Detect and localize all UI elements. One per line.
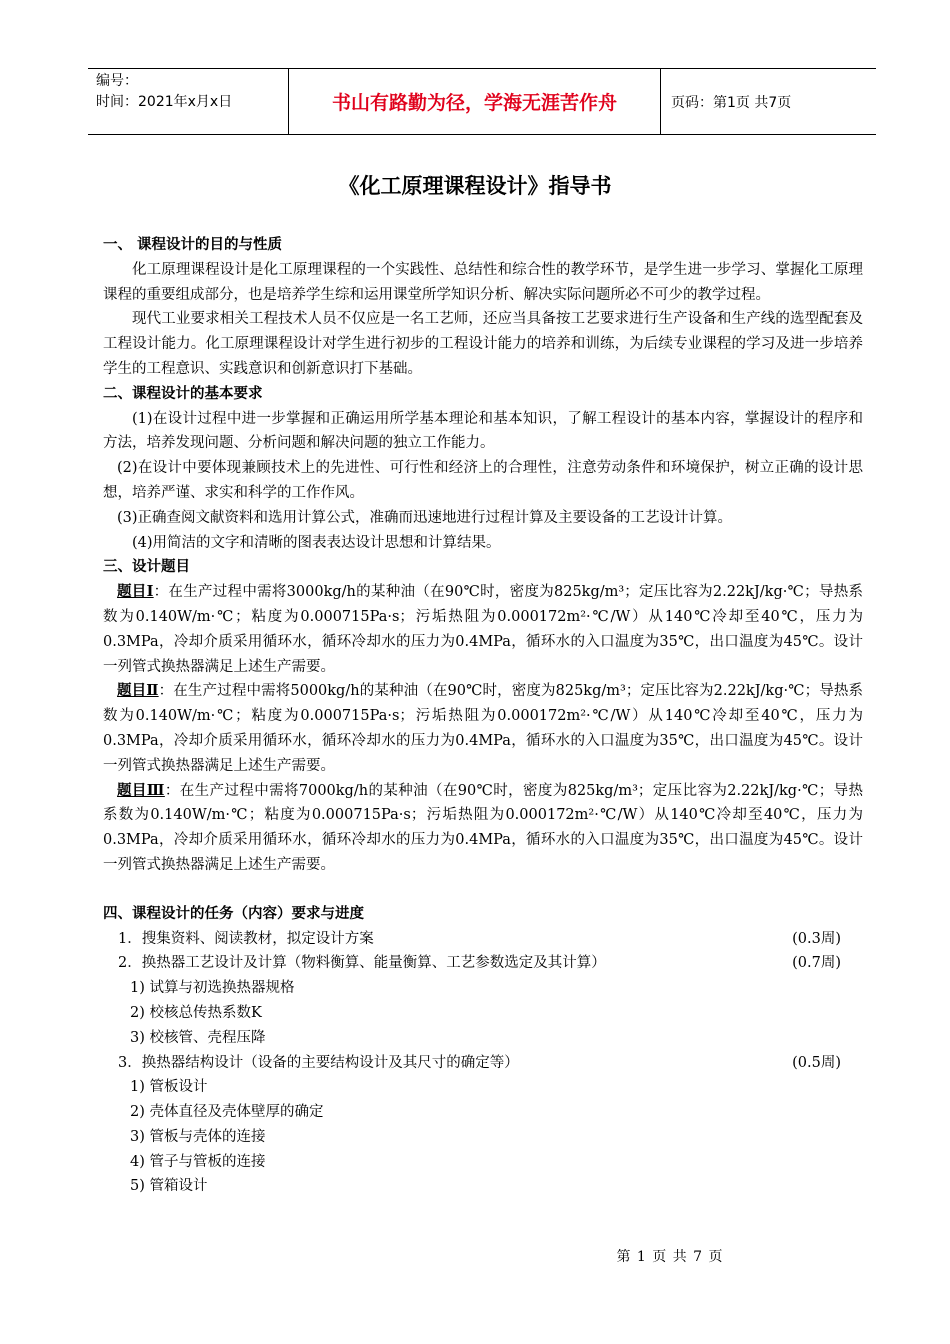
task-duration: (0.5周) [792,1054,841,1071]
section-heading-2: 二、课程设计的基本要求 [103,385,263,402]
section-heading-3: 三、设计题目 [103,559,190,576]
topic-label: 题目Ⅲ [117,781,165,799]
document-title: 《化工原理课程设计》指导书 [338,174,612,198]
topic-label: 题目Ⅰ [117,583,154,601]
header-meta [88,69,288,134]
subtask-item: 1) 试算与初选换热器规格 [130,980,295,997]
topic-text: ：在生产过程中需将7000kg/h的某种油（在90℃时，密度为825kg/m³；定压比容为2.22kJ/kg·℃；导热系数为0.140W/m·℃；粘度为0.000715Pa·s；污垢热阻为0.000172m²·℃/W）从140℃冷却至40℃，压力为0.3MPa，冷却介质采用循环水，循环冷却水的压力为0.4MPa，循环水的入口温度为35℃，出口温度为45℃。设计一列管式换热器满足上述生产需要。 [103,782,863,873]
section-heading-4: 四、课程设计的任务（内容）要求与进度 [103,905,364,922]
page-header [88,68,876,135]
subtask-item: 1) 管板设计 [130,1079,208,1096]
design-topic [103,779,863,878]
header-motto: 书山有路勤为径，学海无涯苦作舟 [288,69,661,134]
paragraph: 化工原理课程设计是化工原理课程的一个实践性、总结性和综合性的教学环节，是学生进一步学习、掌握化工原理课程的重要组成部分，也是培养学生综和运用课堂所学知识分析、解决实际问题所必不可少的教学过程。 [103,261,863,303]
subtask-item: 2) 壳体直径及壳体壁厚的确定 [130,1104,324,1121]
task-row [103,1051,863,1076]
task-row [103,927,863,952]
task-duration: (0.3周) [792,930,841,947]
subtask-item: 3) 管板与壳体的连接 [130,1128,266,1145]
requirement-item: (4)用简洁的文字和清晰的图表表达设计思想和计算结果。 [132,534,501,551]
subtask-item: 2) 校核总传热系数K [130,1004,262,1021]
design-topic [103,580,863,679]
topic-text: ：在生产过程中需将5000kg/h的某种油（在90℃时，密度为825kg/m³；定压比容为2.22kJ/kg·℃；导热系数为0.140W/m·℃；粘度为0.000715Pa·s；污垢热阻为0.000172m²·℃/W）从140℃冷却至40℃，压力为0.3MPa，冷却介质采用循环水，循环冷却水的压力为0.4MPa，循环水的入口温度为35℃，出口温度为45℃。设计一列管式换热器满足上述生产需要。 [103,683,863,774]
requirement-item: (1)在设计过程中进一步掌握和正确运用所学基本理论和基本知识，了解工程设计的基本内容，掌握设计的程序和方法，培养发现问题、分析问题和解决问题的独立工作能力。 [103,410,863,452]
header-page-info: 页码：第1页 共7页 [671,94,792,111]
subtask-item: 5) 管箱设计 [130,1178,208,1195]
paragraph: 现代工业要求相关工程技术人员不仅应是一名工艺师，还应当具备按工艺要求进行生产设备和生产线的选型配套及工程设计能力。化工原理课程设计对学生进行初步的工程设计能力的培养和训练，为后续专业课程的学习及进一步培养学生的工程意识、实践意识和创新意识打下基础。 [103,311,863,377]
design-topic [103,679,863,778]
task-text: 2．换热器工艺设计及计算（物料衡算、能量衡算、工艺参数选定及其计算） [118,955,606,972]
number-label: 编号： [96,73,138,89]
document-body [103,233,863,1199]
requirement-item: (3)正确查阅文献资料和选用计算公式，准确而迅速地进行过程计算及主要设备的工艺设计计算。 [117,509,733,526]
task-row [103,951,863,976]
page-footer: 第 1 页 共 7 页 [616,1249,724,1265]
task-duration: (0.7周) [792,955,841,972]
time-label: 时间：2021年x月x日 [96,94,233,110]
topic-text: ：在生产过程中需将3000kg/h的某种油（在90℃时，密度为825kg/m³；定压比容为2.22kJ/kg·℃；导热系数为0.140W/m·℃；粘度为0.000715Pa·s；污垢热阻为0.000172m²·℃/W）从140℃冷却至40℃，压力为0.3MPa，冷却介质采用循环水，循环冷却水的压力为0.4MPa，循环水的入口温度为35℃，出口温度为45℃。设计一列管式换热器满足上述生产需要。 [103,584,863,675]
task-text: 1．搜集资料、阅读教材，拟定设计方案 [118,930,374,947]
subtask-item: 3) 校核管、壳程压降 [130,1029,266,1046]
task-text: 3．换热器结构设计（设备的主要结构设计及其尺寸的确定等） [118,1054,519,1071]
section-heading-1: 一、 课程设计的目的与性质 [103,237,283,253]
requirement-item: (2)在设计中要体现兼顾技术上的先进性、可行性和经济上的合理性，注意劳动条件和环境保护，树立正确的设计思想，培养严谨、求实和科学的工作作风。 [103,460,863,501]
subtask-item: 4) 管子与管板的连接 [130,1153,266,1170]
topic-label: 题目Ⅱ [117,682,159,700]
